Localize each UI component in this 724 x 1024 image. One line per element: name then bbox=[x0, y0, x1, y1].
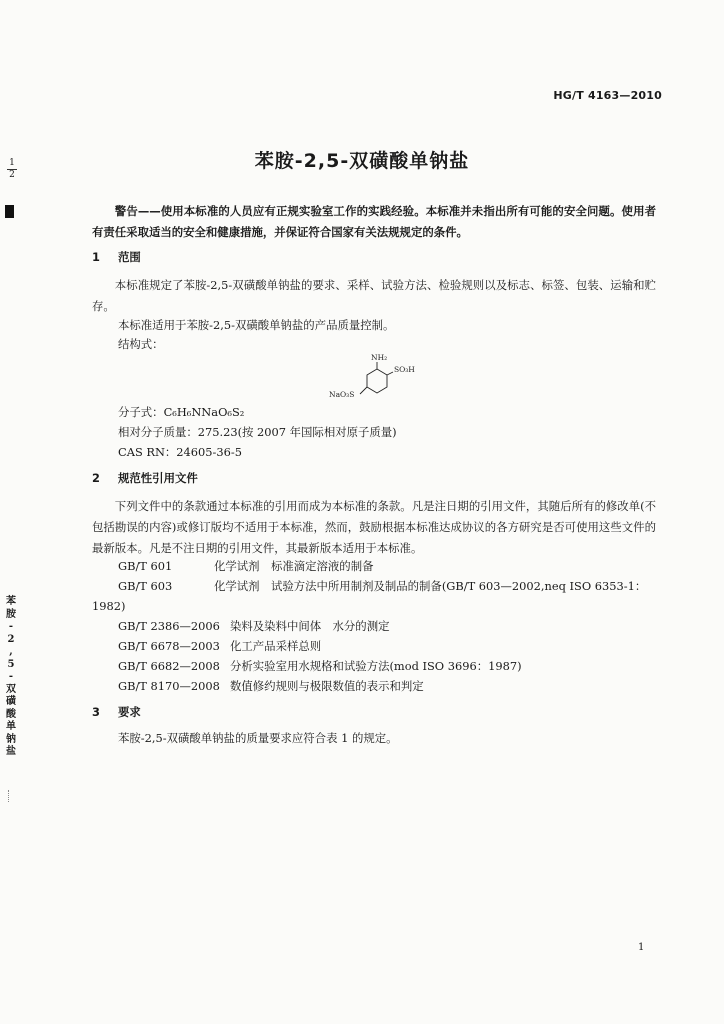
section3-heading bbox=[92, 704, 141, 720]
section2-intro: 下列文件中的条款通过本标准的引用而成为本标准的条款。凡是注日期的引用文件，其随后所有的修改单(不包括勘误的内容)或修订版均不适用于本标准，然而，鼓励根据本标准达成协议的各方研究是否可使用这些文件的最新版本。凡是不注日期的引用文件，其最新版本适用于本标准。 bbox=[92, 499, 656, 555]
section1-heading bbox=[92, 249, 141, 265]
formula-nh2: NH₂ bbox=[371, 353, 388, 362]
benzene-ring bbox=[367, 369, 387, 393]
side-fraction-numerator: 1 bbox=[9, 158, 15, 168]
reference-item bbox=[118, 676, 424, 696]
standard-code: HG/T 4163—2010 bbox=[553, 89, 662, 102]
molecular-formula: 分子式：C₆H₆NNaO₆S₂ bbox=[118, 405, 245, 419]
reference-title: 化学试剂 试验方法中所用制剂及制品的制备(GB/T 603—2002,neq ISO 6353-1： bbox=[214, 579, 647, 593]
molecular-mass: 相对分子质量：275.23(按 2007 年国际相对原子质量) bbox=[118, 425, 397, 439]
reference-title: 化工产品采样总则 bbox=[230, 639, 322, 653]
reference-item bbox=[118, 636, 321, 656]
section3-number: 3 bbox=[92, 705, 100, 719]
reference-title: 分析实验室用水规格和试验方法(mod ISO 3696：1987) bbox=[230, 659, 522, 673]
page-number: 1 bbox=[638, 942, 645, 953]
scan-specks bbox=[8, 790, 13, 802]
cas-number: CAS RN：24605-36-5 bbox=[118, 445, 242, 459]
reference-title: 数值修约规则与极限数值的表示和判定 bbox=[230, 679, 424, 693]
reference-item bbox=[118, 656, 522, 676]
section2-heading bbox=[92, 470, 198, 486]
section2-title: 规范性引用文件 bbox=[118, 471, 198, 485]
side-marker-block bbox=[5, 205, 14, 218]
reference-code: GB/T 8170—2008 bbox=[118, 679, 220, 693]
reference-code: GB/T 603 bbox=[118, 579, 173, 593]
side-fraction-denominator: 2 bbox=[9, 170, 15, 180]
structure-label: 结构式： bbox=[118, 337, 164, 351]
reference-item bbox=[118, 576, 646, 596]
reference-continuation: 1982) bbox=[92, 599, 126, 613]
reference-title: 化学试剂 标准滴定溶液的制备 bbox=[214, 559, 374, 573]
section1-para2: 本标准适用于苯胺-2,5-双磺酸单钠盐的产品质量控制。 bbox=[118, 318, 395, 332]
reference-title: 染料及染料中间体 水分的测定 bbox=[230, 619, 390, 633]
formula-naso3: NaO₃S bbox=[329, 390, 355, 399]
section3-title: 要求 bbox=[118, 705, 141, 719]
reference-code: GB/T 6682—2008 bbox=[118, 659, 220, 673]
section3-para1: 苯胺-2,5-双磺酸单钠盐的质量要求应符合表 1 的规定。 bbox=[118, 731, 398, 745]
section1-number: 1 bbox=[92, 250, 100, 264]
reference-code: GB/T 6678—2003 bbox=[118, 639, 220, 653]
reference-item bbox=[118, 556, 373, 576]
reference-code: GB/T 601 bbox=[118, 559, 173, 573]
reference-code: GB/T 2386—2006 bbox=[118, 619, 220, 633]
reference-item bbox=[118, 616, 389, 636]
spine-title: 苯 胺 - 2 , 5 - 双 磺 酸 单 钠 盐 bbox=[6, 596, 16, 757]
section1-title: 范围 bbox=[118, 250, 141, 264]
warning-paragraph: 警告——使用本标准的人员应有正规实验室工作的实践经验。本标准并未指出所有可能的安全问题。使用者有责任采取适当的安全和健康措施，并保证符合国家有关法规规定的条件。 bbox=[92, 204, 656, 239]
formula-so3h: SO₃H bbox=[394, 365, 415, 374]
structural-formula bbox=[300, 352, 440, 404]
section1-para1: 本标准规定了苯胺-2,5-双磺酸单钠盐的要求、采样、试验方法、检验规则以及标志、标签、包装、运输和贮存。 bbox=[92, 278, 656, 313]
section2-number: 2 bbox=[92, 471, 100, 485]
page-title: 苯胺-2,5-双磺酸单钠盐 bbox=[254, 150, 470, 172]
